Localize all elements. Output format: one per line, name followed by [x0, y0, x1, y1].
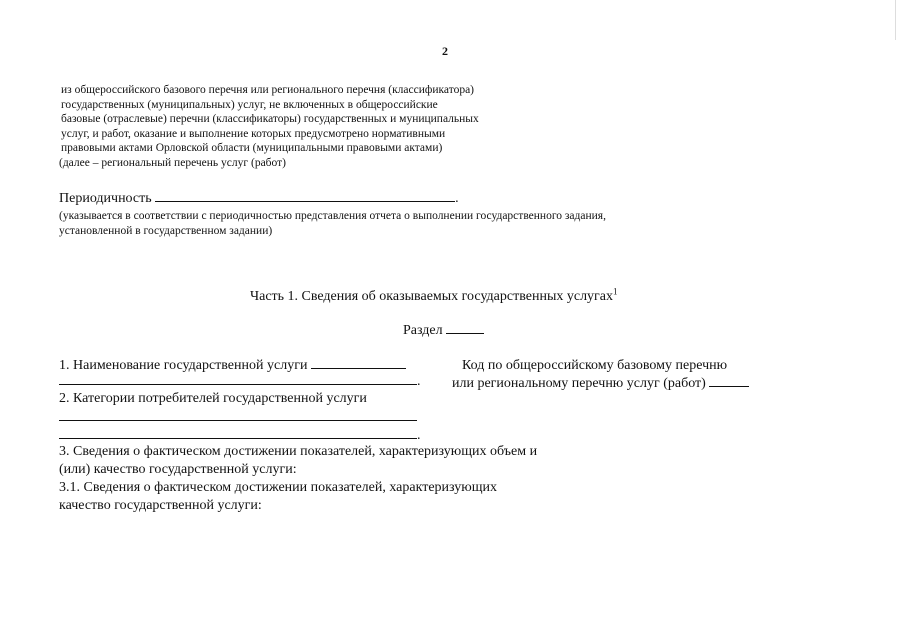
item2-blank-1[interactable] [59, 420, 417, 421]
section-label: Раздел [403, 323, 443, 338]
item1-label: 1. Наименование государственной услуги [59, 358, 308, 373]
periodicity-note-line: (указывается в соответствии с периодичностью представления отчета о выполнении государственного задания, [59, 210, 606, 222]
page-number: 2 [442, 44, 448, 58]
intro-line: правовыми актами Орловской области (муниципальными правовыми актами) [61, 142, 443, 154]
item1-blank-2[interactable] [59, 384, 417, 385]
scan-edge [895, 0, 896, 40]
code-line-2: или региональному перечню услуг (работ) [452, 376, 706, 391]
section-row [403, 322, 484, 340]
intro-text [59, 83, 479, 170]
item31-line-1: 3.1. Сведения о фактическом достижении показателей, характеризующих [59, 480, 497, 495]
intro-line: услуг, и работ, оказание и выполнение которых предусмотрено нормативными [61, 127, 446, 140]
part-title-text: Часть 1. Сведения об оказываемых государственных услугах [250, 289, 614, 304]
part-title [250, 288, 618, 306]
item1-blank[interactable] [311, 368, 406, 369]
code-row [452, 375, 749, 393]
periodicity-blank[interactable] [155, 201, 455, 202]
item1-continuation: . [59, 373, 421, 391]
item2-blank-2[interactable] [59, 438, 417, 439]
periodicity-label: Периодичность [59, 191, 152, 206]
item2-label: 2. Категории потребителей государственной услуги [59, 391, 367, 406]
item31-line-2: качество государственной услуги: [59, 498, 262, 513]
item3-line-1: 3. Сведения о фактическом достижении показателей, характеризующих объем и [59, 444, 538, 459]
code-blank[interactable] [709, 386, 749, 387]
periodicity-note [59, 209, 606, 238]
section-blank[interactable] [446, 333, 484, 334]
item3-line-2: (или) качество государственной услуги: [59, 462, 297, 477]
part-footnote: 1 [613, 286, 618, 297]
periodicity-row: Периодичность . [59, 191, 459, 206]
intro-line: (далее – региональный перечень услуг (работ) [59, 156, 286, 169]
intro-line: из общероссийского базового перечня или регионального перечня (классификатора) [61, 84, 475, 96]
item2-line-2: . [59, 427, 421, 445]
intro-line: базовые (отраслевые) перечни (классификаторы) государственных и муниципальных [61, 113, 479, 125]
code-line-1: Код по общероссийскому базовому перечню [462, 358, 728, 373]
periodicity-note-line: установленной в государственном задании) [59, 224, 273, 237]
item2-line-1 [59, 409, 417, 427]
intro-line: государственных (муниципальных) услуг, не включенных в общероссийские [61, 98, 438, 111]
